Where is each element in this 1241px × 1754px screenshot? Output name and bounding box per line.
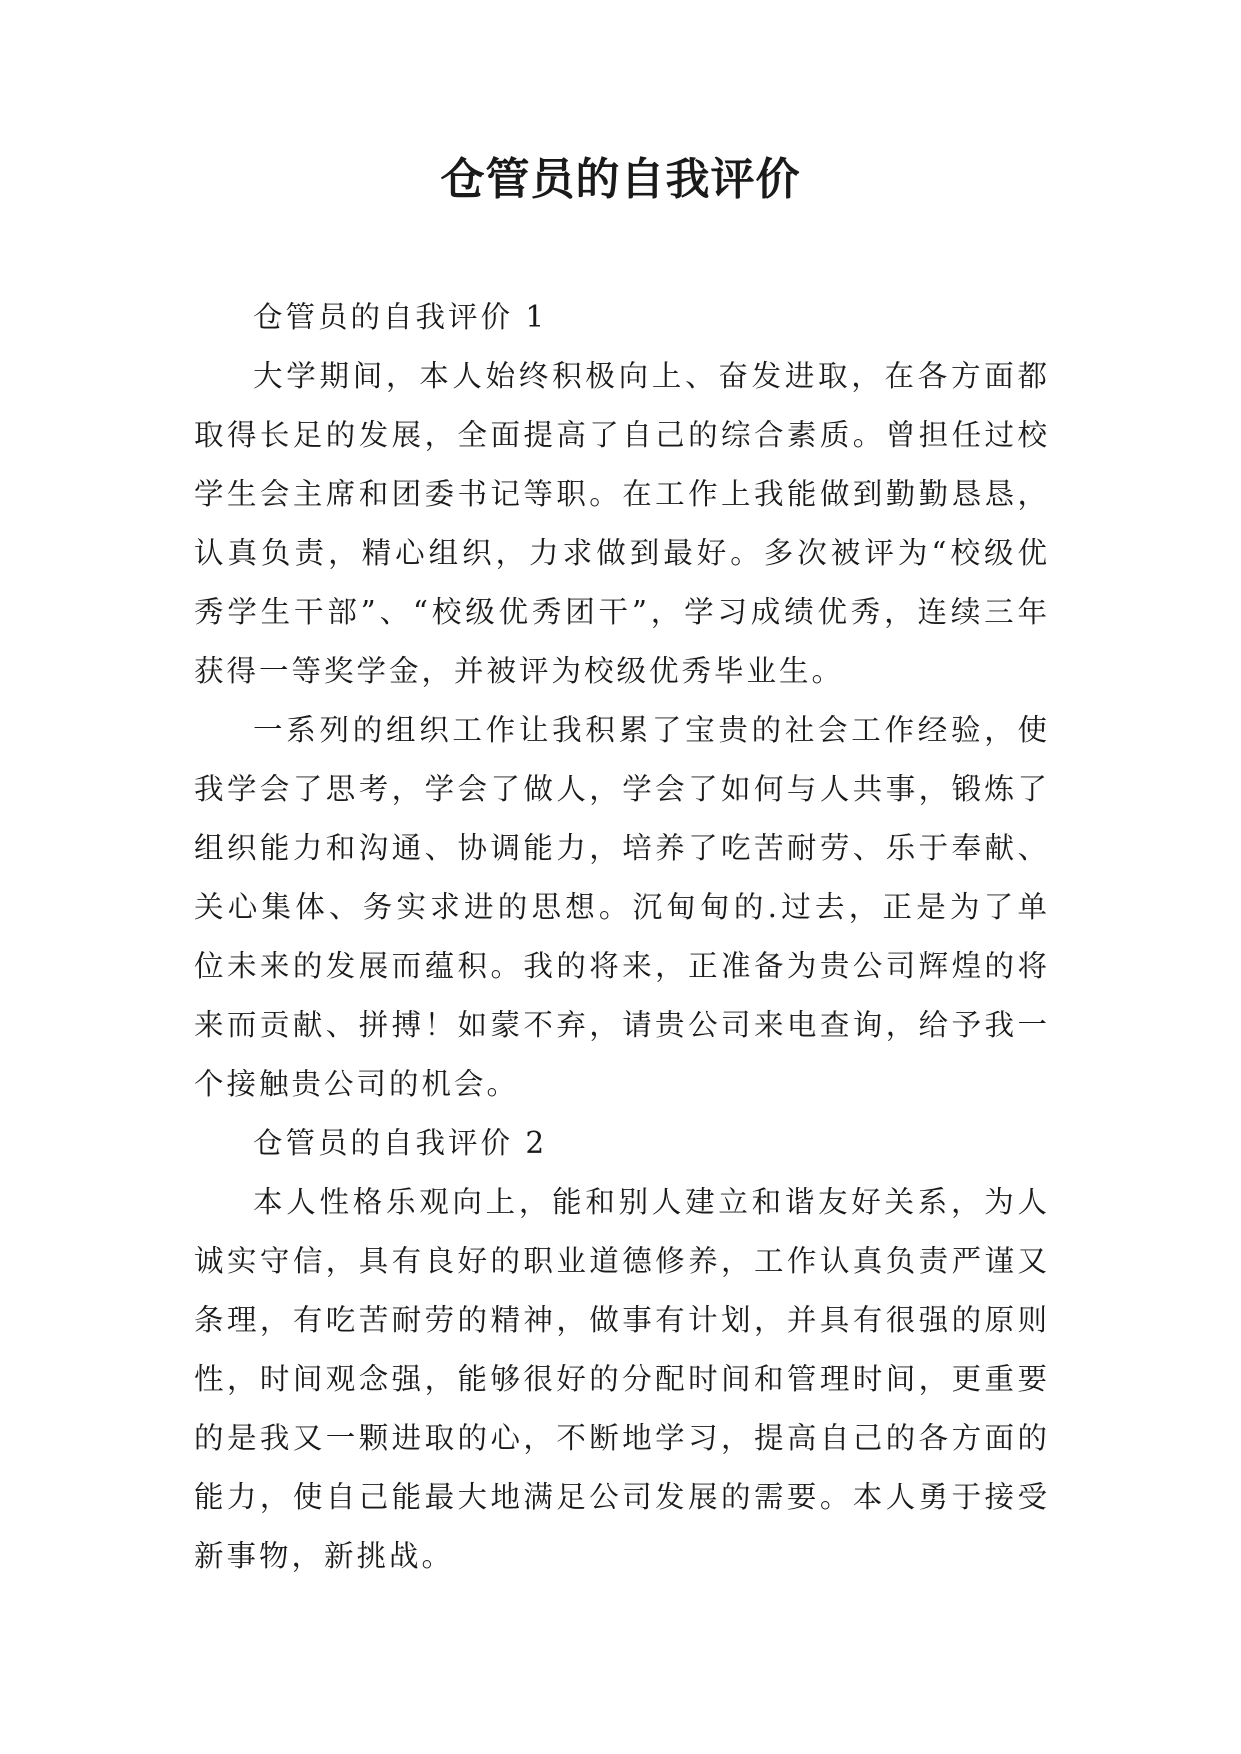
section-1-paragraph-1: 大学期间，本人始终积极向上、奋发进取，在各方面都取得长足的发展，全面提高了自己的综合素质。曾担任过校学生会主席和团委书记等职。在工作上我能做到勤勤恳恳，认真负责，精心组织，力求做到最好。多次被评为“校级优秀学生干部”、“校级优秀团干”，学习成绩优秀，连续三年获得一等奖学金，并被评为校级优秀毕业生。 [194,359,1050,688]
section-1-paragraph-2: 一系列的组织工作让我积累了宝贵的社会工作经验，使我学会了思考，学会了做人，学会了如何与人共事，锻炼了组织能力和沟通、协调能力，培养了吃苦耐劳、乐于奉献、关心集体、务实求进的思想。沉甸甸的.过去，正是为了单位未来的发展而蕴积。我的将来，正准备为贵公司辉煌的将来而贡献、拼搏！如蒙不弃，请贵公司来电查询，给予我一个接触贵公司的机会。 [194,713,1050,1101]
document-title: 仓管员的自我评价 [440,154,801,205]
section-heading-2: 仓管员的自我评价 2 [253,1126,548,1160]
section-2-paragraph-1: 本人性格乐观向上，能和别人建立和谐友好关系，为人诚实守信，具有良好的职业道德修养，工作认真负责严谨又条理，有吃苦耐劳的精神，做事有计划，并具有很强的原则性，时间观念强，能够很好的分配时间和管理时间，更重要的是我又一颗进取的心，不断地学习，提高自己的各方面的能力，使自己能最大地满足公司发展的需要。本人勇于接受新事物，新挑战。 [194,1185,1050,1573]
section-heading-1: 仓管员的自我评价 1 [253,300,548,334]
document-body [194,288,1050,1586]
